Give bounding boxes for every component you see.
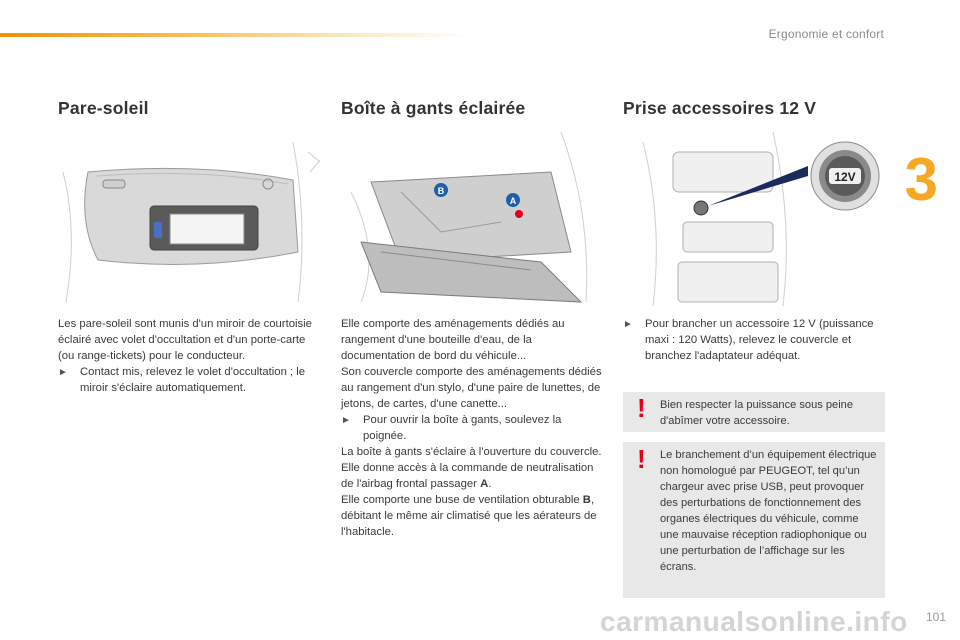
chapter-title: Ergonomie et confort [768,27,884,41]
paragraph: Elle comporte des aménagements dédiés au rangement d'une bouteille d'eau, de la documentation de bord du véhicule... [341,318,565,362]
warning-exclamation-icon: ! [637,393,646,423]
text-run: . [488,478,492,490]
callout-a: A [509,196,517,206]
bullet-text: Pour brancher un accessoire 12 V (puissance maxi : 120 Watts), relevez le couvercle et branchez l'adaptateur adéquat. [645,318,874,362]
warning-text: Bien respecter la puissance sous peine d'abîmer votre accessoire. [660,399,854,427]
section-pare-soleil [58,98,320,394]
label-a: A [480,478,489,490]
text-run: Elle comporte une buse de ventilation obturable [341,494,583,506]
footer-watermark: carmanualsonline.info [600,606,908,637]
section-boite-a-gants [341,98,603,538]
bullet-item [341,412,603,444]
callout-b: B [437,186,445,196]
section-title: Prise accessoires 12 V [623,98,817,118]
socket-label: 12V [834,170,856,184]
bullet-item [623,316,885,364]
section-body [58,316,320,396]
sun-visor-illustration [58,132,320,306]
bullet-arrow-icon: ► [623,319,633,330]
warning-box [623,392,885,432]
section-body [341,316,603,540]
warning-exclamation-icon: ! [637,444,646,474]
bullet-item [58,364,320,396]
paragraph: Les pare-soleil sont munis d'un miroir de courtoisie éclairé avec volet d'occultation et d'un porte-carte (ou range-tickets) pour le conducteur. [58,318,312,362]
paragraph: Son couvercle comporte des aménagements dédiés au rangement d'un stylo, d'une paire de lunettes, de jetons, de cartes, d'une canette... [341,366,602,410]
glove-box-illustration [341,132,603,306]
paragraph [341,460,603,492]
bullet-arrow-icon: ► [341,415,351,426]
paragraph: La boîte à gants s'éclaire à l'ouverture du couvercle. [341,446,602,458]
section-title: Boîte à gants éclairée [341,98,526,118]
warning-box [623,442,885,598]
bullet-text: Contact mis, relevez le volet d'occultation ; le miroir s'éclaire automatiquement. [80,366,306,394]
bullet-text: Pour ouvrir la boîte à gants, soulevez la poignée. [363,414,562,442]
socket-12v-illustration [623,132,885,306]
text-run: Elle donne accès à la commande de neutralisation de l'airbag frontal passager [341,462,594,490]
page-number: 101 [925,610,946,624]
paragraph [341,492,603,540]
section-body [623,316,885,364]
header-accent-bar [0,33,470,37]
section-title: Pare-soleil [58,98,149,118]
warning-text: Le branchement d’un équipement électrique non homologué par PEUGEOT, tel qu’un chargeur avec prise USB, peut provoquer des perturbations de fonctionnement des organes électriques du véhicule, comme une mauvaise réception radiophonique ou une perturbation de l’affichage sur les écrans. [660,449,877,573]
chapter-number: 3 [904,146,938,213]
section-prise-12v [623,98,885,573]
label-b: B [582,494,591,506]
text-run: , débitant le même air climatisé que les aérateurs de l'habitacle. [341,494,597,538]
bullet-arrow-icon: ► [58,367,68,378]
